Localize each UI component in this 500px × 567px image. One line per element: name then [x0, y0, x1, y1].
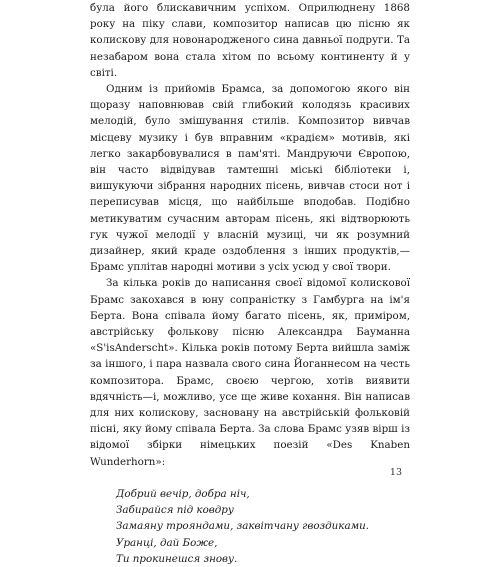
paragraph-continued: була його блискавичним успіхом. Оприлюднену 1868 року на піку слави, композитор написав цю пісню як колискову для новонародженого сина давньої подруги. Та незабаром вона стала хітом по всьому континенту й у світі.: [90, 2, 410, 79]
poem-line: Забирайся під ковдру: [116, 504, 234, 517]
paragraph-bertha-story: За кілька років до написання своєї відомої колискової Брамс закохався в юну сопраністку з Гамбурга на ім'я Берта. Вона співала йому багато пісень, як, приміром, австрійську фолькову пісню Александра Бауманна «S'isAnderscht». Кілька років потому Берта вийшла заміж за іншого, і пара назвала свого сина Йоганнесом на честь композитора. Брамс, своєю чергою, хотів виявити вдячність—і, можливо, усе ще живе кохання. Він написав для них колискову, засновану на австрійській фольковій пісні, яку йому співала Берта. За слова Брамс узяв вірш із відомої збірки німецьких поезій «Des Knaben Wunderhorn»:: [90, 277, 410, 468]
poem-line: Уранці, дай Боже,: [116, 536, 218, 549]
poem-line: Ти прокинешся знову.: [116, 552, 238, 565]
body-text: [90, 0, 410, 567]
poem-quote: [90, 486, 410, 567]
paragraph-brahms-method: Одним із прийомів Брамса, за допомогою якого він щоразу наповнював свій глибокий колодязь красивих мелодій, було змішування стилів. Композитор вивчав місцеву музику і був вправним «крадієм» мотивів, які легко закарбовувалися в пам'яті. Мандруючи Європою, він часто відвідував тамтешні міські бібліотеки і, вишукуючи зібрання народних пісень, вивчав стоси нот і переписував місця, що найбільше вподобав. Подібно метикуватим сучасним авторам пісень, які відтворюють гук чужої мелодії у власній музиці, чи як розумний дизайнер, який краде оздоблення з інших продуктів,—Брамс уплітав народні мотиви з усіх усюд у свої твори.: [90, 83, 410, 274]
poem-line: Замаяну трояндами, заквітчану гвоздиками.: [116, 520, 370, 533]
poem-line: Добрий вечір, добра ніч,: [116, 487, 250, 500]
page-number: 13: [389, 467, 402, 478]
